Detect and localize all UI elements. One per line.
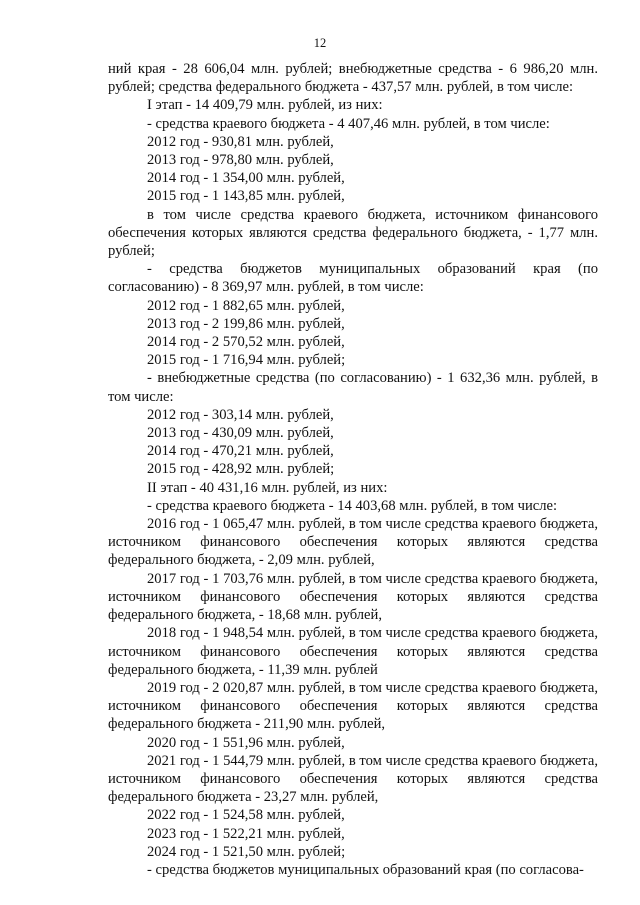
paragraph: 2018 год - 1 948,54 млн. рублей, в том числе средства краевого бюджета, источником финансового обеспечения которых являются средства федерального бюджета, - 11,39 млн. рублей [108,625,598,678]
paragraph: - средства краевого бюджета - 14 403,68 млн. рублей, в том числе: [147,497,558,514]
paragraph: 2013 год - 978,80 млн. рублей, [147,152,334,169]
paragraph: 2013 год - 2 199,86 млн. рублей, [147,315,345,332]
document-body [108,60,598,879]
paragraph: I этап - 14 409,79 млн. рублей, из них: [147,97,383,114]
paragraph: 2023 год - 1 522,21 млн. рублей, [147,825,345,842]
paragraph: в том числе средства краевого бюджета, источником финансового обеспечения которых являются средства федерального бюджета, - 1,77 млн. рублей; [108,206,598,260]
paragraph: 2015 год - 428,92 млн. рублей; [147,461,335,478]
paragraph: - внебюджетные средства (по согласованию) - 1 632,36 млн. рублей, в том числе: [108,370,598,405]
paragraph: - средства бюджетов муниципальных образований края (по согласованию) - 8 369,97 млн. рублей, в том числе: [108,261,598,296]
paragraph: 2012 год - 1 882,65 млн. рублей, [147,297,345,314]
paragraph: 2012 год - 303,14 млн. рублей, [147,406,334,423]
paragraph: 2014 год - 1 354,00 млн. рублей, [147,170,345,187]
paragraph: 2022 год - 1 524,58 млн. рублей, [147,807,345,824]
paragraph: 2021 год - 1 544,79 млн. рублей, в том числе средства краевого бюджета, источником финансового обеспечения которых являются средства федерального бюджета - 23,27 млн. рублей, [108,752,598,806]
paragraph: 2012 год - 930,81 млн. рублей, [147,133,334,150]
paragraph: 2019 год - 2 020,87 млн. рублей, в том числе средства краевого бюджета, источником финансового обеспечения которых являются средства федерального бюджета - 211,90 млн. рублей, [108,679,598,733]
paragraph: 2014 год - 2 570,52 млн. рублей, [147,334,345,351]
paragraph: 2015 год - 1 143,85 млн. рублей, [147,188,345,205]
paragraph: 2024 год - 1 521,50 млн. рублей; [147,843,346,860]
paragraph: 2016 год - 1 065,47 млн. рублей, в том числе средства краевого бюджета, источником финансового обеспечения которых являются средства федерального бюджета, - 2,09 млн. рублей, [108,516,598,569]
paragraph: - средства бюджетов муниципальных образований края (по согласова- [147,861,584,878]
paragraph: 2013 год - 430,09 млн. рублей, [147,425,334,442]
paragraph: - средства краевого бюджета - 4 407,46 млн. рублей, в том числе: [147,115,550,132]
paragraph: 2015 год - 1 716,94 млн. рублей; [147,352,346,369]
paragraph: 2017 год - 1 703,76 млн. рублей, в том числе средства краевого бюджета, источником финансового обеспечения которых являются средства федерального бюджета, - 18,68 млн. рублей, [108,570,598,624]
paragraph: 2020 год - 1 551,96 млн. рублей, [147,734,345,751]
paragraph: II этап - 40 431,16 млн. рублей, из них: [147,479,388,496]
paragraph: 2014 год - 470,21 млн. рублей, [147,443,334,460]
paragraph: ний края - 28 606,04 млн. рублей; внебюджетные средства - 6 986,20 млн. рублей; средства федерального бюджета - 437,57 млн. рублей, в том числе: [108,61,598,96]
page-number: 12 [313,36,327,50]
